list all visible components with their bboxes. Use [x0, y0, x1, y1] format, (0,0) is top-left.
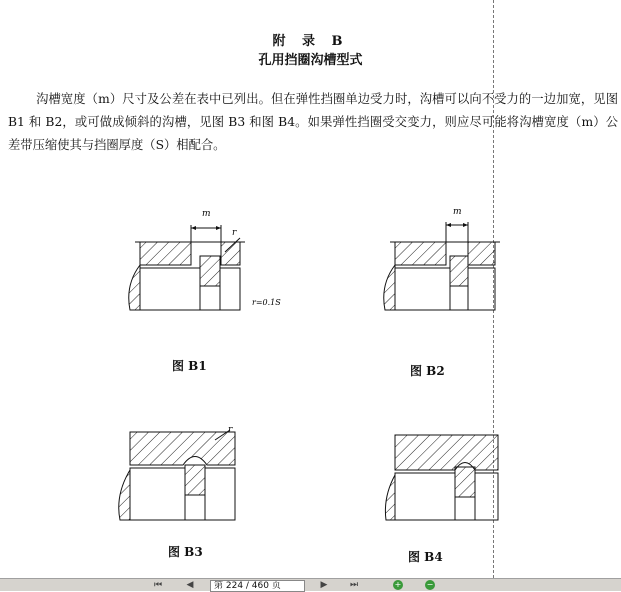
housing-right-section: [221, 242, 240, 265]
figure-b4: [383, 425, 503, 525]
housing-section: [395, 435, 498, 470]
r-value-label: r=0.1S: [252, 298, 281, 307]
body-paragraph-text: 沟槽宽度（m）尺寸及公差在表中已列出。但在弹性挡圈单边受力时，沟槽可以向不受力的一边加宽，见图 B1 和 B2，或可做成倾斜的沟槽，见图 B3 和图 B4。如果弹性挡圈受交变力，则应尽可能将沟槽宽度（m）公差带压缩使其与挡圈厚度（S）相配合。: [8, 92, 618, 152]
retaining-ring-section: [450, 256, 468, 286]
shaft-section: [384, 265, 395, 310]
zoom-in-icon[interactable]: +: [394, 580, 402, 589]
housing-left-section: [395, 242, 446, 265]
shaft-section: [385, 475, 395, 520]
figure-b2: [375, 200, 525, 320]
dim-r-label: r: [232, 228, 237, 238]
last-page-icon[interactable]: ⏭: [349, 580, 359, 590]
retaining-ring-section: [200, 256, 220, 286]
zoom-out-icon[interactable]: −: [426, 580, 434, 589]
page-number-field[interactable]: 第 224 / 460 页: [210, 580, 305, 592]
figure-b3-caption: 图 B3: [168, 545, 203, 559]
viewer-toolbar: [0, 578, 621, 591]
next-page-icon[interactable]: ▶: [320, 580, 328, 590]
appendix-subtitle: 孔用挡圈沟槽型式: [258, 53, 363, 68]
shaft-section: [119, 470, 130, 520]
housing-left-section: [140, 242, 191, 265]
appendix-title: 附 录 B: [272, 34, 349, 49]
retaining-ring-section: [185, 465, 205, 495]
dim-m-label: m: [453, 207, 462, 217]
first-page-icon[interactable]: ⏮: [153, 580, 163, 590]
retaining-ring-section: [455, 467, 475, 497]
figure-b1-caption: 图 B1: [172, 359, 207, 373]
figure-b4-caption: 图 B4: [408, 550, 443, 564]
housing-right-section: [468, 242, 495, 265]
figure-b1: [120, 200, 300, 320]
shaft-section: [129, 265, 140, 310]
dim-m-label: m: [202, 209, 211, 219]
body-paragraph: [8, 88, 618, 157]
figure-b3: [115, 420, 255, 525]
figure-b2-caption: 图 B2: [410, 364, 445, 378]
dim-r-label: r: [228, 425, 233, 435]
previous-page-icon[interactable]: ◀: [186, 580, 194, 590]
